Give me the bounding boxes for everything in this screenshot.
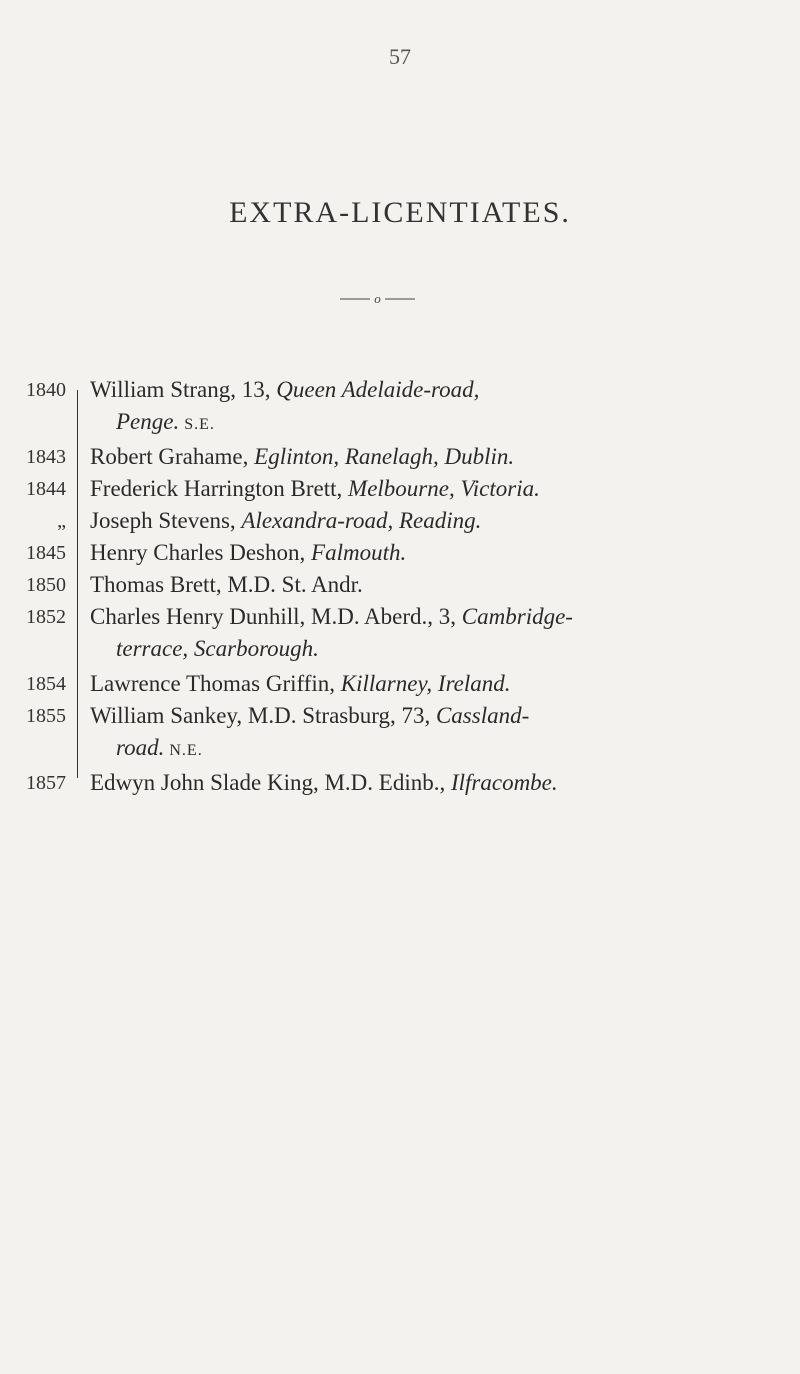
entry-place: Eglinton, Ranelagh, Dublin. [254, 444, 515, 469]
entry-name: Thomas Brett, M.D. St. Andr. [90, 572, 363, 597]
entry-year: 1850 [26, 574, 66, 596]
entry-text [90, 374, 770, 441]
list-item [0, 473, 800, 505]
entry-place: Cambridge- [461, 604, 573, 629]
entry-cont-place: Penge. [116, 409, 180, 434]
entry-text [90, 601, 770, 668]
entry-cont-place: terrace, Scarborough. [116, 636, 319, 661]
list-item [0, 569, 800, 601]
entry-cont-place: road. [116, 735, 165, 760]
entry-name: Charles Henry Dunhill, M.D. Aberd., 3, [90, 604, 462, 629]
entry-text [90, 441, 770, 473]
entry-place: Ilfracombe. [450, 770, 558, 795]
entry-continuation [90, 633, 770, 668]
entry-year: 1844 [26, 478, 66, 500]
entries-list [0, 374, 800, 799]
entry-text [90, 505, 770, 537]
entry-name: Edwyn John Slade King, M.D. Edinb., [90, 770, 451, 795]
entry-year: 1843 [26, 446, 66, 468]
entry-year: „ [57, 510, 66, 532]
entry-year: 1852 [26, 606, 66, 628]
entry-place: Queen Adelaide-road, [276, 377, 480, 402]
entry-cont-tail: N.E. [164, 742, 203, 759]
entry-name: Joseph Stevens, [90, 508, 242, 533]
list-item [0, 700, 800, 767]
entry-name: Robert Grahame, [90, 444, 255, 469]
entry-text [90, 473, 770, 505]
entry-year: 1857 [26, 772, 66, 794]
list-item [0, 668, 800, 700]
list-item [0, 505, 800, 537]
entry-continuation [90, 406, 770, 441]
entry-name: William Strang, 13, [90, 377, 277, 402]
entry-continuation [90, 732, 770, 767]
entry-year: 1854 [26, 673, 66, 695]
entry-year: 1845 [26, 542, 66, 564]
entry-text [90, 700, 770, 767]
entry-text [90, 668, 770, 700]
ornament-divider [340, 292, 415, 306]
entry-text [90, 767, 770, 799]
entry-name: Henry Charles Deshon, [90, 540, 312, 565]
page-number: 57 [389, 44, 411, 69]
list-item [0, 601, 800, 668]
page-title: EXTRA-LICENTIATES. [229, 196, 571, 229]
entry-text [90, 569, 770, 601]
entry-place: Falmouth. [311, 540, 407, 565]
entry-place: Killarney, Ireland. [340, 671, 511, 696]
entry-year: 1840 [26, 379, 66, 401]
entry-place: Melbourne, Victoria. [348, 476, 540, 501]
list-item [0, 767, 800, 799]
list-item [0, 374, 800, 441]
entry-year: 1855 [26, 705, 66, 727]
entry-cont-tail: S.E. [179, 416, 215, 433]
entry-place: Alexandra-road, Reading. [241, 508, 482, 533]
list-item [0, 537, 800, 569]
list-item [0, 441, 800, 473]
entry-place: Cassland- [435, 703, 530, 728]
entry-name: William Sankey, M.D. Strasburg, 73, [90, 703, 436, 728]
entry-name: Frederick Harrington Brett, [90, 476, 349, 501]
ornament-glyph: o [374, 292, 381, 306]
entry-text [90, 537, 770, 569]
entry-name: Lawrence Thomas Griffin, [90, 671, 341, 696]
